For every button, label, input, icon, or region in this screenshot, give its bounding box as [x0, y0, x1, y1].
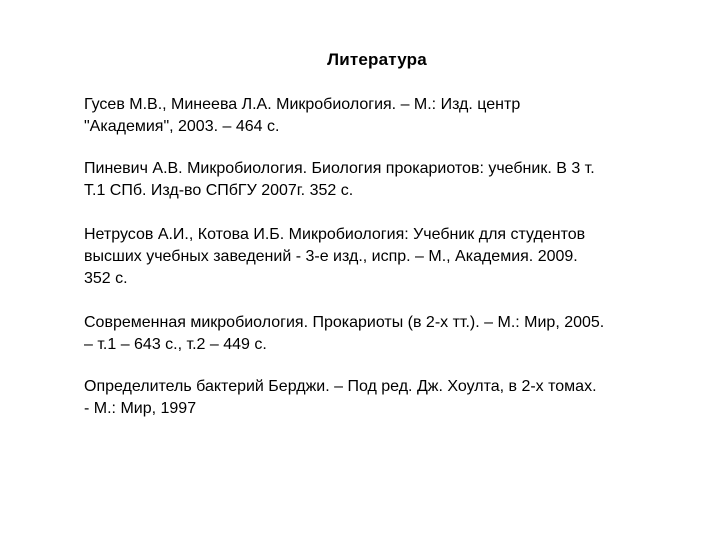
reference-line: Т.1 СПб. Изд-во СПбГУ 2007г. 352 с. [84, 182, 354, 199]
reference-line: высших учебных заведений - 3-е изд., испр. – М., Академия. 2009. [84, 248, 578, 265]
reference-line: Гусев М.В., Минеева Л.А. Микробиология. – М.: Изд. центр [84, 96, 521, 113]
reference-item [84, 376, 684, 420]
reference-item [84, 94, 684, 138]
reference-line: Определитель бактерий Берджи. – Под ред. Дж. Хоулта, в 2-х томах. [84, 378, 597, 395]
reference-line: Современная микробиология. Прокариоты (в 2-х тт.). – М.: Мир, 2005. [84, 314, 605, 331]
reference-line: – т.1 – 643 с., т.2 – 449 с. [84, 336, 267, 353]
reference-line: 352 с. [84, 270, 128, 287]
reference-line: Пиневич А.В. Микробиология. Биология прокариотов: учебник. В 3 т. [84, 160, 595, 177]
page-title: Литература [327, 50, 427, 69]
reference-line: - М.: Мир, 1997 [84, 400, 197, 417]
reference-item [84, 312, 684, 356]
reference-line: "Академия", 2003. – 464 с. [84, 118, 280, 135]
reference-item [84, 224, 684, 290]
reference-line: Нетрусов А.И., Котова И.Б. Микробиология: Учебник для студентов [84, 226, 586, 243]
reference-item [84, 158, 684, 202]
